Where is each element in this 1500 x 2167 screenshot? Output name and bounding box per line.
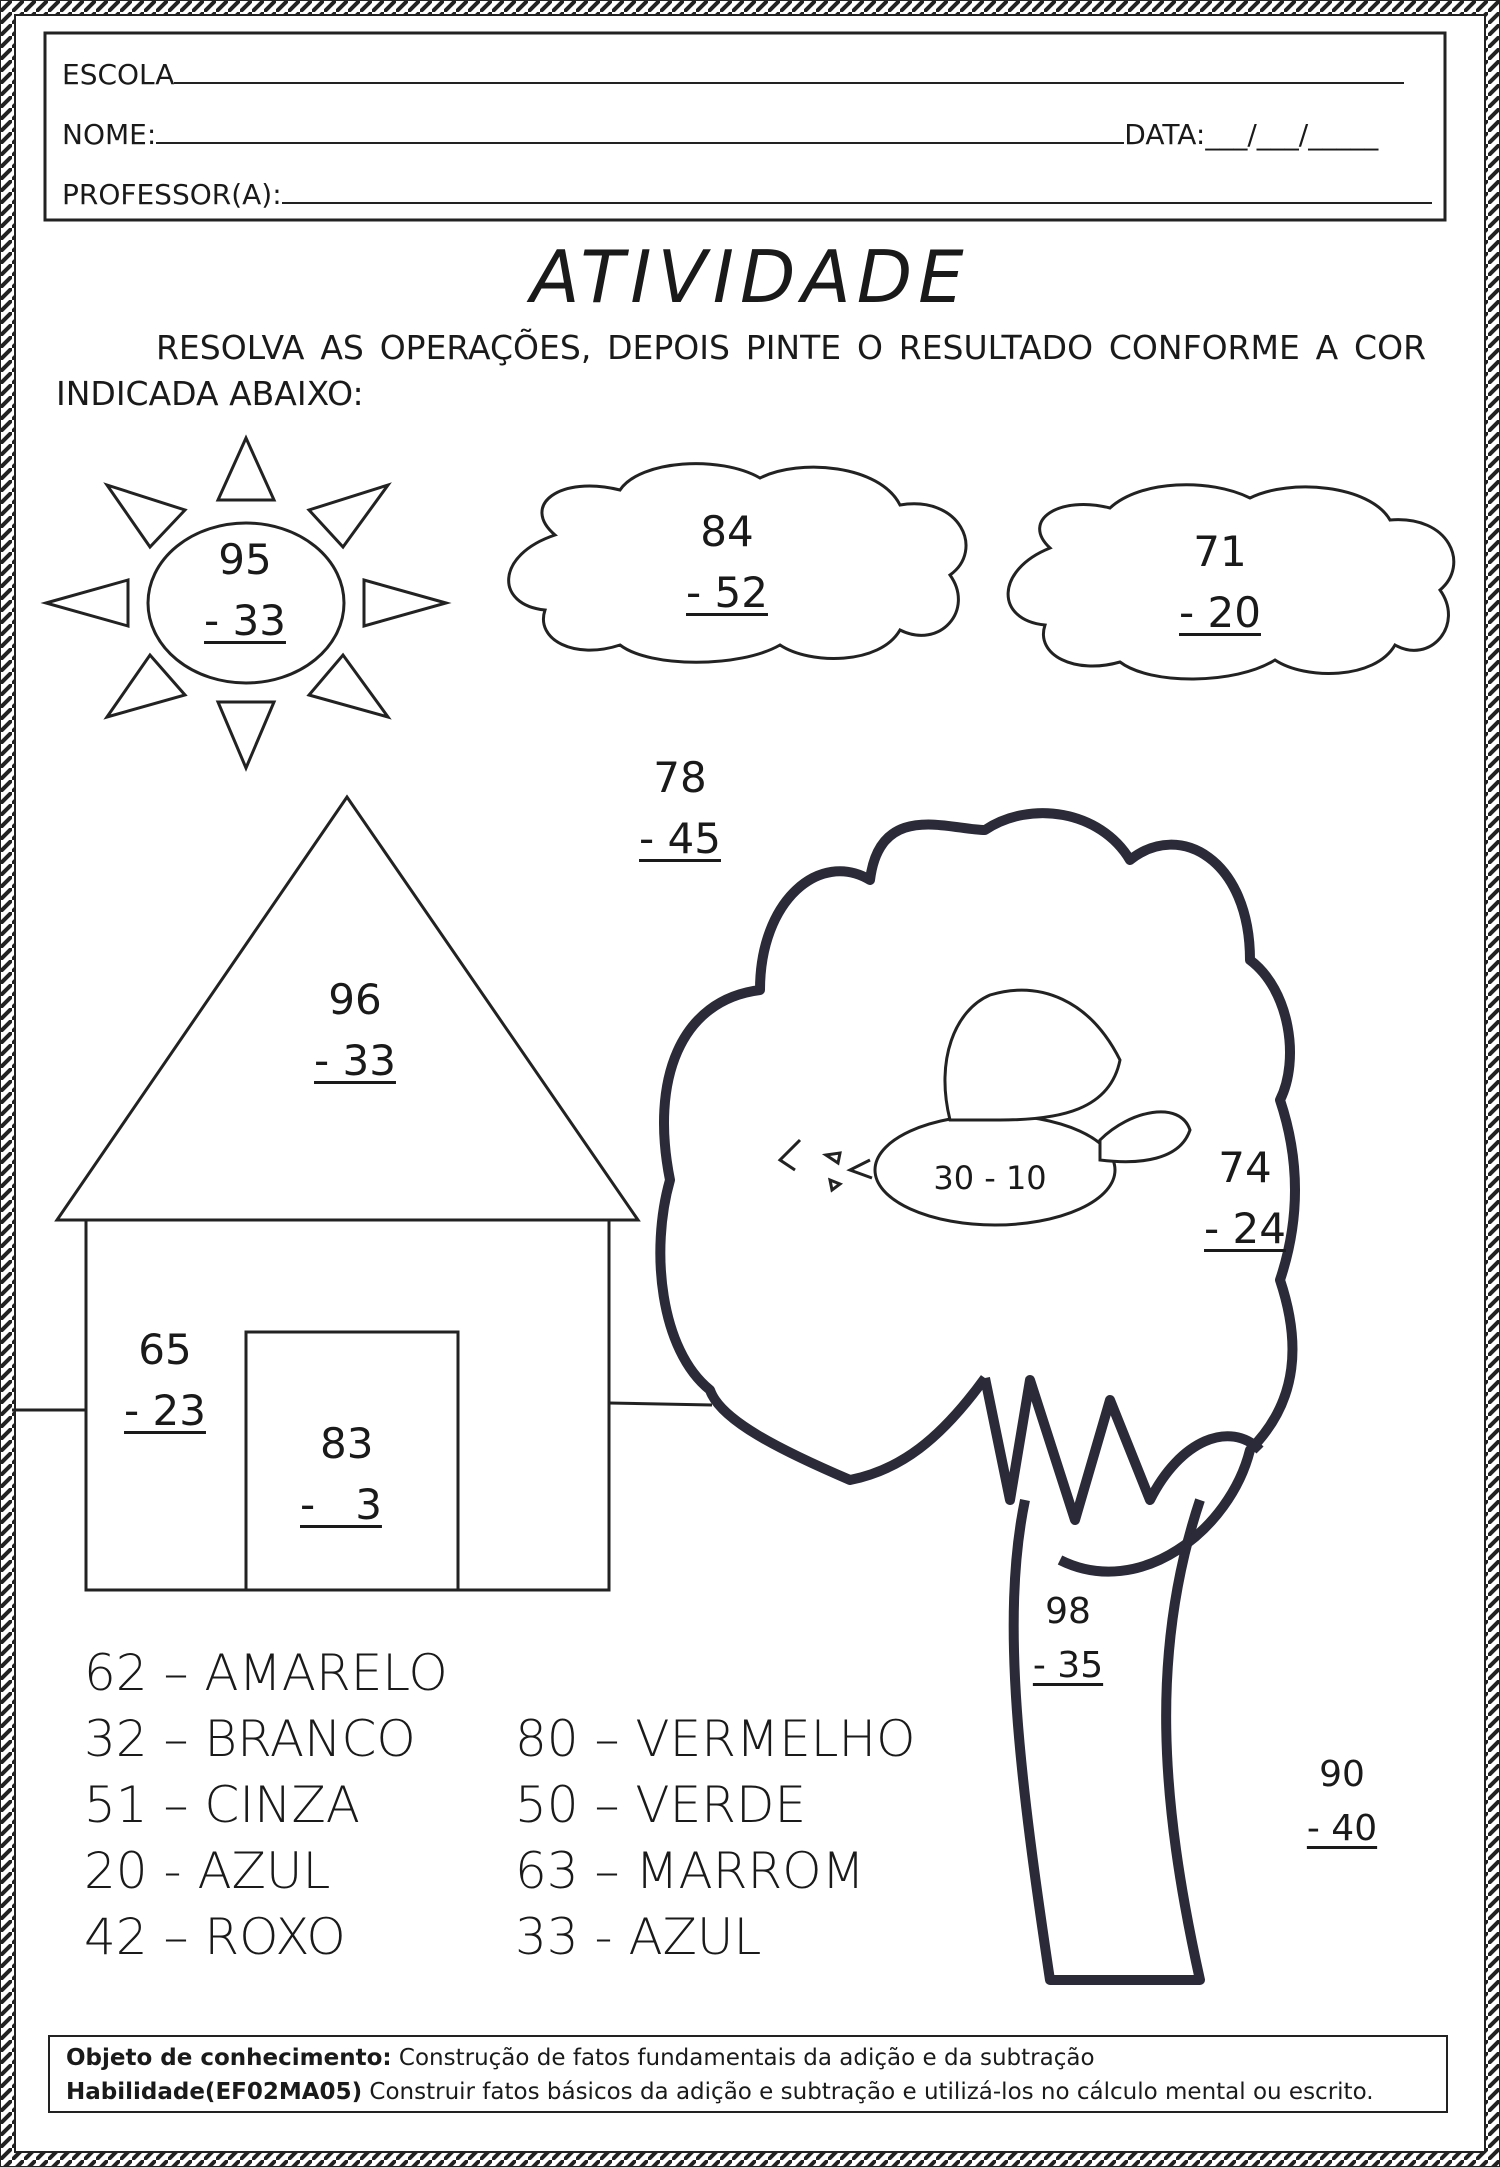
instruction-text: RESOLVA AS OPERAÇÕES, DEPOIS PINTE O RESULTADO CONFORME A COR INDICADA ABAIXO:: [56, 328, 1426, 413]
legend-item: 62 – AMARELO: [84, 1644, 448, 1702]
school-field[interactable]: [62, 58, 1404, 91]
teacher-label: PROFESSOR(A):: [62, 178, 282, 211]
op-bird-expr: 30 - 10: [933, 1159, 1047, 1197]
legend-right: [515, 1706, 916, 1970]
name-label: NOME:: [62, 118, 157, 151]
footer-habilidade-text: Construir fatos básicos da adição e subtração e utilizá-los no cálculo mental ou escrito.: [362, 2079, 1374, 2105]
name-field[interactable]: [62, 118, 1378, 151]
skill-footer: [48, 2035, 1448, 2113]
op-roof-bottom: - 33: [314, 1035, 396, 1085]
op-bird: [920, 1155, 1060, 1201]
op-sky-top: 78: [653, 753, 707, 802]
legend-item: 20 - AZUL: [84, 1842, 331, 1900]
op-cloud-2-top: 71: [1193, 527, 1247, 576]
op-cloud-2: [1165, 522, 1275, 644]
legend-item: 63 – MARROM: [515, 1842, 865, 1900]
op-sun-top: 95: [218, 535, 272, 584]
op-crown-bottom: - 24: [1204, 1203, 1286, 1253]
op-wall-top: 65: [138, 1325, 192, 1374]
op-roof-top: 96: [328, 975, 382, 1024]
legend-item: 50 – VERDE: [515, 1776, 807, 1834]
op-cloud-1-top: 84: [700, 507, 754, 556]
op-ground-bottom: - 40: [1306, 1808, 1378, 1849]
op-trunk-bottom: - 35: [1032, 1645, 1104, 1686]
legend-item: 33 - AZUL: [515, 1908, 762, 1966]
footer-habilidade: [66, 2075, 1430, 2109]
legend-item: 42 – ROXO: [84, 1908, 346, 1966]
op-sun-bottom: - 33: [204, 595, 286, 645]
legend-item: 80 – VERMELHO: [515, 1710, 916, 1768]
op-trunk: [1018, 1585, 1118, 1693]
footer-objeto: [66, 2041, 1430, 2075]
op-sky: [625, 748, 735, 870]
teacher-field[interactable]: [62, 178, 1432, 211]
op-roof: [300, 970, 410, 1092]
op-door-top: 83: [320, 1419, 374, 1468]
footer-objeto-label: Objeto de conhecimento:: [66, 2045, 392, 2071]
op-sky-bottom: - 45: [639, 813, 721, 863]
op-wall: [110, 1320, 220, 1442]
legend-item: 32 – BRANCO: [84, 1710, 416, 1768]
op-door: [292, 1414, 410, 1536]
op-cloud-1-bottom: - 52: [686, 567, 768, 617]
op-crown: [1190, 1138, 1300, 1260]
footer-objeto-text: Construção de fatos fundamentais da adição e da subtração: [391, 2045, 1095, 2071]
op-crown-top: 74: [1218, 1143, 1272, 1192]
legend-left: [84, 1640, 448, 1970]
op-door-bottom: - 3: [300, 1479, 382, 1529]
op-cloud-1: [672, 502, 782, 624]
op-cloud-2-bottom: - 20: [1179, 587, 1261, 637]
op-wall-bottom: - 23: [124, 1385, 206, 1435]
school-label: ESCOLA: [62, 58, 175, 91]
op-trunk-top: 98: [1045, 1591, 1091, 1632]
legend-item: 51 – CINZA: [84, 1776, 360, 1834]
date-field[interactable]: DATA:___/___/_____: [1124, 118, 1379, 151]
page-title: ATIVIDADE: [530, 235, 970, 319]
op-sun: [190, 530, 300, 652]
op-ground-top: 90: [1319, 1754, 1365, 1795]
op-ground: [1292, 1748, 1392, 1856]
footer-habilidade-label: Habilidade(EF02MA05): [66, 2079, 363, 2105]
